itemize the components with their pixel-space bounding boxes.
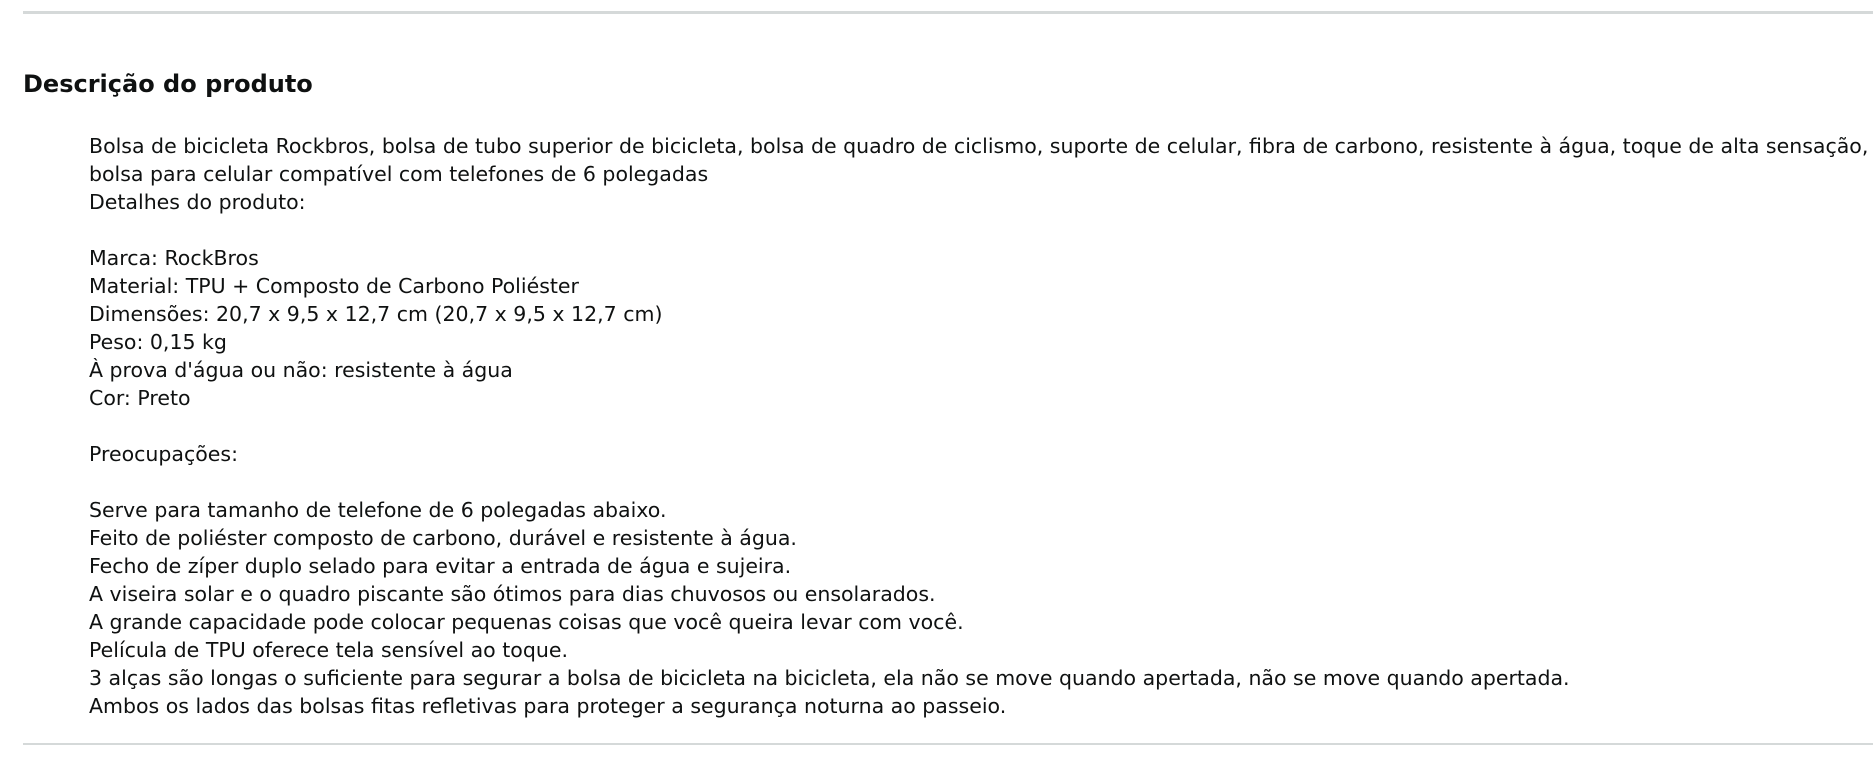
concern-item: 3 alças são longas o suficiente para segurar a bolsa de bicicleta na bicicleta, ela não se move quando apertada, não se move quando apertada. (89, 666, 1570, 690)
description-intro: Bolsa de bicicleta Rockbros, bolsa de tubo superior de bicicleta, bolsa de quadro de ciclismo, suporte de celular, fibra de carbono, resistente à água, toque de alta sensação, bolsa para celular compatível com telefones de 6 polegadas (89, 134, 1869, 186)
detail-material: Material: TPU + Composto de Carbono Poliéster (89, 274, 579, 298)
spacer (89, 468, 1871, 496)
concern-item: Feito de poliéster composto de carbono, durável e resistente à água. (89, 526, 797, 550)
product-description (89, 132, 1871, 720)
concern-item: A viseira solar e o quadro piscante são ótimos para dias chuvosos ou ensolarados. (89, 582, 936, 606)
top-divider (23, 11, 1873, 14)
concern-item: Serve para tamanho de telefone de 6 polegadas abaixo. (89, 498, 667, 522)
concerns-heading: Preocupações: (89, 442, 238, 466)
spacer (89, 412, 1871, 440)
concern-item: Fecho de zíper duplo selado para evitar a entrada de água e sujeira. (89, 554, 792, 578)
bottom-divider (23, 743, 1873, 745)
concern-item: A grande capacidade pode colocar pequenas coisas que você queira levar com você. (89, 610, 964, 634)
spacer (89, 216, 1871, 244)
section-title: Descrição do produto (23, 70, 313, 98)
concern-item: Película de TPU oferece tela sensível ao toque. (89, 638, 568, 662)
detail-waterproof: À prova d'água ou não: resistente à água (89, 358, 513, 382)
detail-weight: Peso: 0,15 kg (89, 330, 227, 354)
concern-item: Ambos os lados das bolsas fitas refletivas para proteger a segurança noturna ao passeio. (89, 694, 1007, 718)
detail-dimensions: Dimensões: 20,7 x 9,5 x 12,7 cm (20,7 x 9,5 x 12,7 cm) (89, 302, 663, 326)
detail-brand: Marca: RockBros (89, 246, 259, 270)
detail-color: Cor: Preto (89, 386, 191, 410)
details-heading: Detalhes do produto: (89, 190, 306, 214)
